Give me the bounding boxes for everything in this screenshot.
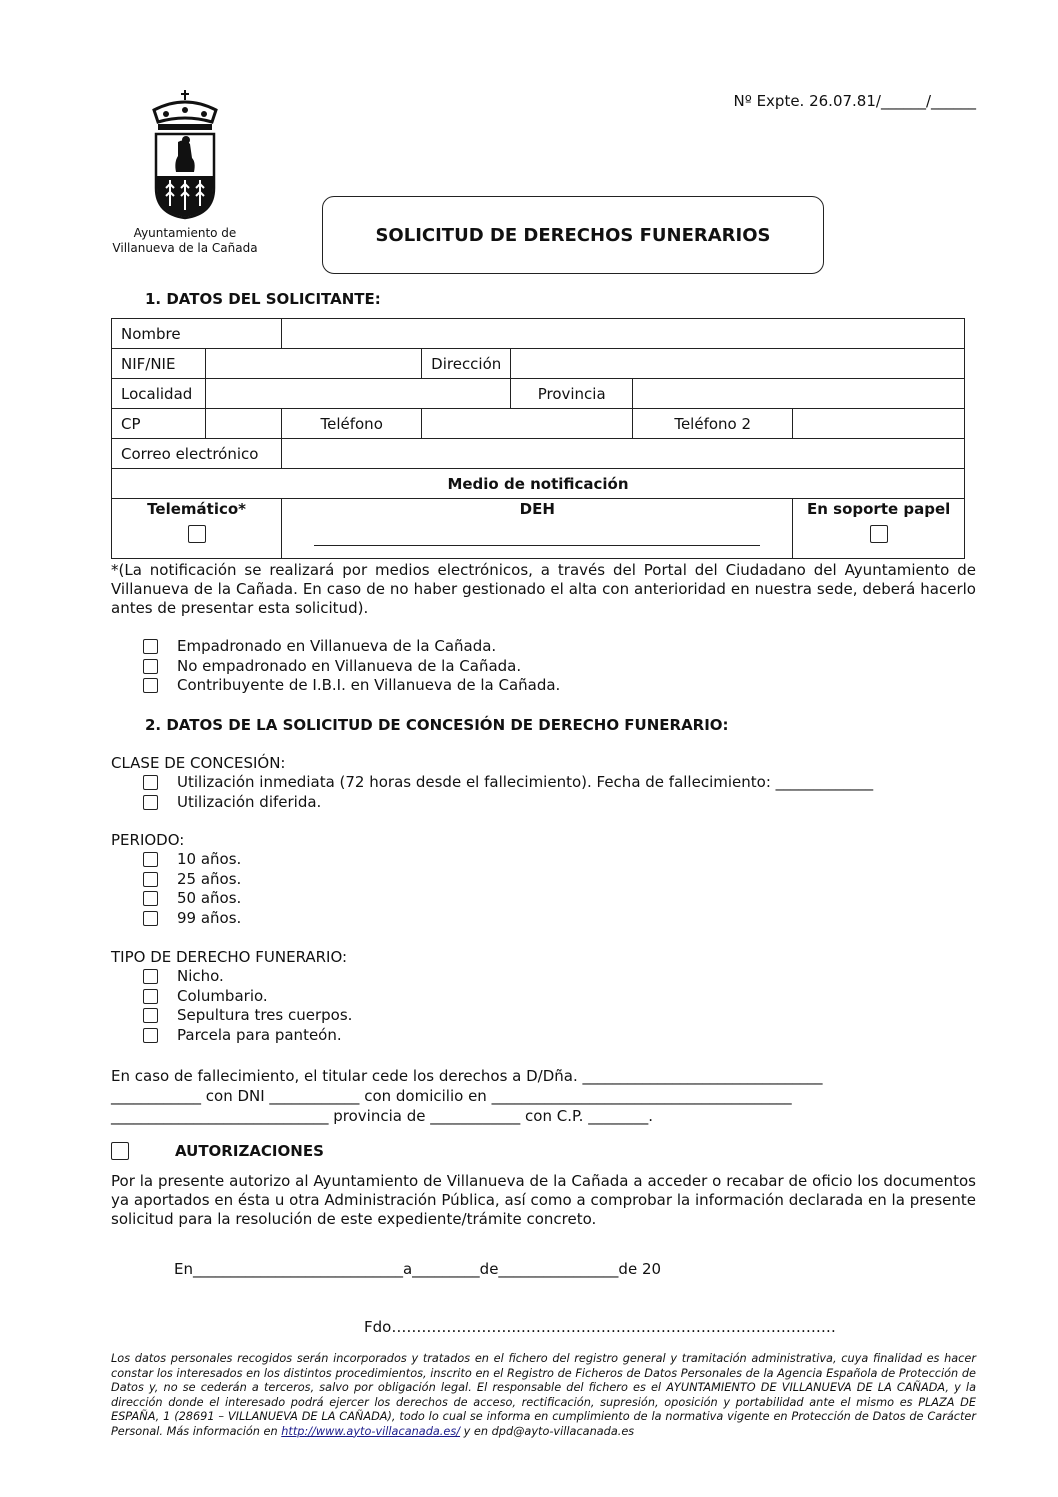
deh-cell (282, 499, 793, 559)
clase-option-label: Utilización inmediata (72 horas desde el fallecimiento). Fecha de fallecimiento: _____________ (177, 773, 874, 791)
label-telematico: Telemático* (147, 500, 247, 518)
periodo-option (143, 850, 241, 870)
autorizaciones-heading: AUTORIZACIONES (175, 1142, 324, 1160)
expediente-number: Nº Expte. 26.07.81/______/______ (733, 92, 976, 110)
residency-checkbox[interactable] (143, 639, 158, 654)
legal-text-end: y en dpd@ayto-villacanada.es (460, 1424, 635, 1438)
clase-checkbox[interactable] (143, 795, 158, 810)
residency-option (143, 657, 560, 677)
label-nombre: Nombre (112, 319, 282, 349)
residency-option-label: Empadronado en Villanueva de la Cañada. (177, 637, 497, 655)
residency-option-label: No empadronado en Villanueva de la Cañada. (177, 656, 522, 675)
tipo-checkbox[interactable] (143, 1028, 158, 1043)
direccion-field[interactable] (511, 349, 965, 379)
label-localidad: Localidad (112, 379, 206, 409)
telematico-checkbox[interactable] (188, 525, 206, 543)
clase-option (143, 793, 873, 813)
clase-option-label: Utilización diferida. (177, 792, 322, 811)
deh-line-field[interactable] (314, 545, 760, 546)
telematico-cell (112, 499, 282, 559)
residency-options (143, 637, 560, 696)
residency-option (143, 676, 560, 696)
label-cp: CP (112, 409, 206, 439)
label-nif: NIF/NIE (112, 349, 206, 379)
periodo-label: PERIODO: (111, 831, 185, 849)
tipo-option (143, 987, 352, 1007)
residency-checkbox[interactable] (143, 659, 158, 674)
autorizaciones-checkbox[interactable] (111, 1142, 129, 1160)
municipal-logo (100, 88, 270, 256)
tipo-label: TIPO DE DERECHO FUNERARIO: (111, 948, 348, 966)
tipo-option-label: Sepultura tres cuerpos. (177, 1006, 353, 1024)
periodo-option-label: 50 años. (177, 889, 242, 907)
org-name-line2: Villanueva de la Cañada (112, 241, 258, 255)
cesion-line: En caso de fallecimiento, el titular cede los derechos a D/Dña. ________________________________ (111, 1067, 823, 1085)
legal-text: Los datos personales recogidos serán incorporados y tratados en el fichero del registro general y tramitación administrativa, cuya finalidad es hacer constar los interesados en los distintos procedimientos, inscrito en el Registro de Ficheros de Datos Personales de la Agencia Española de Protección de Datos y, no se cederán a terceros, salvo por obligación legal. El responsable del fichero es el AYUNTAMIENTO DE VILLANUEVA DE LA CAÑADA, y la dirección donde el interesado podrá ejercer los derechos de acceso, rectificación, supresión, oposición y portabilidad ante el mismo es PLAZA DE ESPAÑA, 1 (28691 – VILLANUEVA DE LA CAÑADA), todo lo cual se informa en cumplimiento de la normativa vigente en Protección de Datos de Carácter Personal. Más información en (111, 1352, 976, 1438)
tipo-option (143, 1026, 352, 1046)
localidad-field[interactable] (205, 379, 511, 409)
clase-label: CLASE DE CONCESIÓN: (111, 754, 286, 772)
label-medio-notificacion: Medio de notificación (112, 469, 965, 499)
autorizaciones-header (111, 1142, 324, 1160)
signature-line[interactable]: Fdo……………………..……………………………………………………… (364, 1318, 836, 1336)
clase-options (143, 773, 873, 812)
label-telefono2: Teléfono 2 (633, 409, 793, 439)
nombre-field[interactable] (282, 319, 965, 349)
tipo-option-label: Nicho. (177, 967, 224, 985)
cesion-block (111, 1066, 976, 1126)
tipo-checkbox[interactable] (143, 989, 158, 1004)
telefono-field[interactable] (422, 409, 633, 439)
applicant-form-table (111, 318, 965, 559)
periodo-option-label: 99 años. (177, 908, 242, 927)
tipo-checkbox[interactable] (143, 969, 158, 984)
correo-field[interactable] (282, 439, 965, 469)
periodo-option (143, 889, 241, 909)
periodo-checkbox[interactable] (143, 852, 158, 867)
telefono2-field[interactable] (793, 409, 965, 439)
label-correo: Correo electrónico (112, 439, 282, 469)
provincia-field[interactable] (633, 379, 965, 409)
label-telefono: Teléfono (282, 409, 422, 439)
tipo-option-label: Parcela para panteón. (177, 1025, 342, 1044)
page-title (322, 196, 824, 274)
website-link[interactable]: http://www.ayto-villacanada.es/ (281, 1424, 461, 1438)
cp-field[interactable] (205, 409, 282, 439)
label-papel: En soporte papel (807, 500, 951, 518)
residency-option (143, 637, 560, 657)
papel-checkbox[interactable] (870, 525, 888, 543)
clase-option (143, 773, 873, 793)
section2-heading: 2. DATOS DE LA SOLICITUD DE CONCESIÓN DE DERECHO FUNERARIO: (145, 716, 729, 734)
section1-heading: 1. DATOS DEL SOLICITANTE: (145, 290, 381, 308)
cesion-line: _____________________________ provincia de ____________ con C.P. ________. (111, 1107, 653, 1125)
residency-checkbox[interactable] (143, 678, 158, 693)
periodo-option (143, 870, 241, 890)
legal-notice (111, 1352, 976, 1439)
residency-option-label: Contribuyente de I.B.I. en Villanueva de la Cañada. (177, 676, 561, 694)
label-provincia: Provincia (511, 379, 633, 409)
page-title-text: SOLICITUD DE DERECHOS FUNERARIOS (375, 224, 771, 246)
periodo-checkbox[interactable] (143, 872, 158, 887)
nif-field[interactable] (205, 349, 422, 379)
periodo-checkbox[interactable] (143, 891, 158, 906)
notification-note: *(La notificación se realizará por medios electrónicos, a través del Portal del Ciudadano del Ayuntamiento de Villanueva de la Cañada. En caso de no haber gestionado el alta con anterioridad en nuestra sede, deberá hacerlo antes de presentar esta solicitud). (111, 561, 976, 617)
periodo-options (143, 850, 241, 928)
tipo-checkbox[interactable] (143, 1008, 158, 1023)
coat-of-arms-icon (148, 88, 222, 220)
tipo-options (143, 967, 352, 1045)
place-date-line[interactable]: En____________________________a_________de________________de 20 (174, 1260, 662, 1278)
cesion-line: ____________ con DNI ____________ con domicilio en ________________________________________ (111, 1087, 792, 1105)
papel-cell (793, 499, 965, 559)
tipo-option-label: Columbario. (177, 986, 268, 1005)
periodo-checkbox[interactable] (143, 911, 158, 926)
label-direccion: Dirección (422, 349, 511, 379)
tipo-option (143, 1006, 352, 1026)
label-deh: DEH (519, 500, 555, 518)
org-name-line1: Ayuntamiento de (133, 226, 237, 240)
periodo-option-label: 10 años. (177, 850, 242, 868)
periodo-option-label: 25 años. (177, 869, 242, 888)
tipo-option (143, 967, 352, 987)
autorizaciones-text: Por la presente autorizo al Ayuntamiento de Villanueva de la Cañada a acceder o recabar de oficio los documentos ya aportados en ésta u otra Administración Pública, así como a comprobar la información declarada en la presente solicitud para la resolución de este expediente/trámite concreto. (111, 1172, 976, 1228)
clase-checkbox[interactable] (143, 775, 158, 790)
periodo-option (143, 909, 241, 929)
